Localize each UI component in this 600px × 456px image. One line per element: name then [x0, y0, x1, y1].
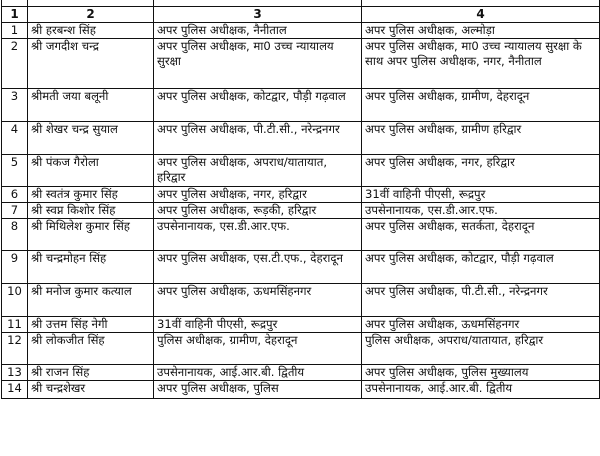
current-posting-cell: अपर पुलिस अधीक्षक, पी.टी.सी., नरेन्द्रनगर	[154, 122, 362, 155]
new-posting-cell: अपर पुलिस अधीक्षक, सतर्कता, देहरादून	[362, 219, 600, 251]
officer-name-cell: श्री चन्द्रशेखर	[28, 381, 154, 399]
serial-number-cell: 4	[2, 122, 28, 155]
current-posting-cell: अपर पुलिस अधीक्षक, एस.टी.एफ., देहरादून	[154, 251, 362, 284]
serial-number-cell: 1	[2, 23, 28, 39]
serial-number-cell: 3	[2, 89, 28, 122]
table-row	[2, 317, 600, 333]
table-row	[2, 203, 600, 219]
column-number: 1	[2, 7, 28, 23]
current-posting-cell: 31वीं वाहिनी पीएसी, रूद्रपुर	[154, 317, 362, 333]
table-row	[2, 365, 600, 381]
current-posting-cell: उपसेनानायक, आई.आर.बी. द्वितीय	[154, 365, 362, 381]
officer-name-cell: श्री स्वतंत्र कुमार सिंह	[28, 187, 154, 203]
column-number-row	[2, 7, 600, 23]
new-posting-cell: अपर पुलिस अधीक्षक, मा0 उच्च न्यायालय सुरक्षा के साथ अपर पुलिस अधीक्षक, नगर, नैनीताल	[362, 39, 600, 89]
table-row	[2, 122, 600, 155]
table-row	[2, 39, 600, 89]
table-row	[2, 155, 600, 187]
new-posting-cell: अपर पुलिस अधीक्षक, अल्मोड़ा	[362, 23, 600, 39]
current-posting-cell: पुलिस अधीक्षक, ग्रामीण, देहरादून	[154, 333, 362, 365]
current-posting-cell: अपर पुलिस अधीक्षक, नगर, हरिद्वार	[154, 187, 362, 203]
serial-number-cell: 8	[2, 219, 28, 251]
officer-name-cell: श्री मनोज कुमार कत्याल	[28, 284, 154, 317]
new-posting-cell: अपर पुलिस अधीक्षक, पुलिस मुख्यालय	[362, 365, 600, 381]
officer-name-cell: श्री चन्द्रमोहन सिंह	[28, 251, 154, 284]
serial-number-cell: 12	[2, 333, 28, 365]
officer-name-cell: श्री मिथिलेश कुमार सिंह	[28, 219, 154, 251]
serial-number-cell: 2	[2, 39, 28, 89]
officer-name-cell: श्री स्वप्न किशोर सिंह	[28, 203, 154, 219]
officer-name-cell: श्री हरबन्श सिंह	[28, 23, 154, 39]
new-posting-cell: 31वीं वाहिनी पीएसी, रूद्रपुर	[362, 187, 600, 203]
new-posting-cell: अपर पुलिस अधीक्षक, कोटद्वार, पौड़ी गढ़वाल	[362, 251, 600, 284]
column-number: 4	[362, 7, 600, 23]
new-posting-cell: उपसेनानायक, आई.आर.बी. द्वितीय	[362, 381, 600, 399]
column-number: 2	[28, 7, 154, 23]
current-posting-cell: अपर पुलिस अधीक्षक, पुलिस	[154, 381, 362, 399]
officer-name-cell: श्री लोकजीत सिंह	[28, 333, 154, 365]
new-posting-cell: अपर पुलिस अधीक्षक, पी.टी.सी., नरेन्द्रनगर	[362, 284, 600, 317]
current-posting-cell: अपर पुलिस अधीक्षक, रूड़की, हरिद्वार	[154, 203, 362, 219]
table-row	[2, 251, 600, 284]
new-posting-cell: अपर पुलिस अधीक्षक, नगर, हरिद्वार	[362, 155, 600, 187]
transfer-table	[1, 0, 600, 399]
officer-name-cell: श्री शेखर चन्द्र सुयाल	[28, 122, 154, 155]
new-posting-cell: अपर पुलिस अधीक्षक, ग्रामीण हरिद्वार	[362, 122, 600, 155]
table-row	[2, 187, 600, 203]
serial-number-cell: 5	[2, 155, 28, 187]
table-row	[2, 284, 600, 317]
table-row	[2, 23, 600, 39]
current-posting-cell: उपसेनानायक, एस.डी.आर.एफ.	[154, 219, 362, 251]
serial-number-cell: 9	[2, 251, 28, 284]
officer-name-cell: श्री पंकज गैरोला	[28, 155, 154, 187]
column-number: 3	[154, 7, 362, 23]
current-posting-cell: अपर पुलिस अधीक्षक, कोटद्वार, पौड़ी गढ़वाल	[154, 89, 362, 122]
serial-number-cell: 13	[2, 365, 28, 381]
current-posting-cell: अपर पुलिस अधीक्षक, नैनीताल	[154, 23, 362, 39]
serial-number-cell: 6	[2, 187, 28, 203]
officer-name-cell: श्री जगदीश चन्द्र	[28, 39, 154, 89]
officer-name-cell: श्री उत्तम सिंह नेगी	[28, 317, 154, 333]
serial-number-cell: 11	[2, 317, 28, 333]
new-posting-cell: पुलिस अधीक्षक, अपराध/यातायात, हरिद्वार	[362, 333, 600, 365]
new-posting-cell: उपसेनानायक, एस.डी.आर.एफ.	[362, 203, 600, 219]
officer-name-cell: श्री राजन सिंह	[28, 365, 154, 381]
current-posting-cell: अपर पुलिस अधीक्षक, अपराध/यातायात, हरिद्वार	[154, 155, 362, 187]
table-row	[2, 333, 600, 365]
new-posting-cell: अपर पुलिस अधीक्षक, ऊधमसिंहनगर	[362, 317, 600, 333]
serial-number-cell: 14	[2, 381, 28, 399]
officer-name-cell: श्रीमती जया बलूनी	[28, 89, 154, 122]
new-posting-cell: अपर पुलिस अधीक्षक, ग्रामीण, देहरादून	[362, 89, 600, 122]
current-posting-cell: अपर पुलिस अधीक्षक, मा0 उच्च न्यायालय सुरक्षा	[154, 39, 362, 89]
serial-number-cell: 10	[2, 284, 28, 317]
serial-number-cell: 7	[2, 203, 28, 219]
table-row	[2, 89, 600, 122]
current-posting-cell: अपर पुलिस अधीक्षक, ऊधमसिंहनगर	[154, 284, 362, 317]
table-row	[2, 381, 600, 399]
table-row	[2, 219, 600, 251]
